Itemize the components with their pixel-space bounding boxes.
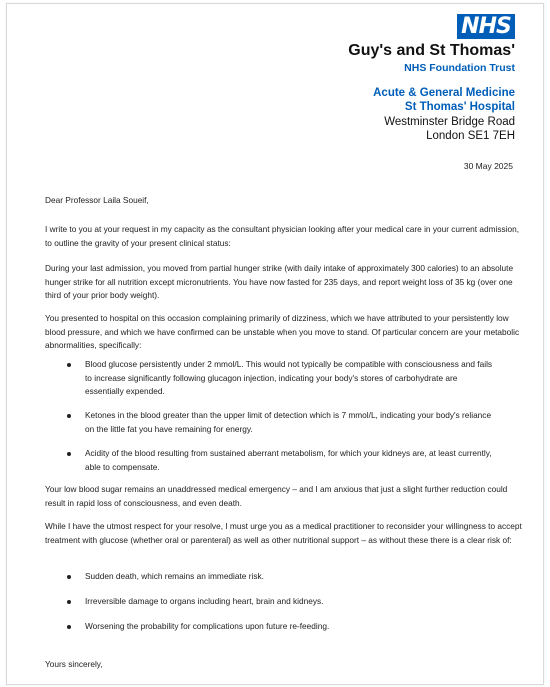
bullet-icon bbox=[67, 452, 71, 456]
bullet-icon bbox=[67, 575, 71, 579]
list-item-glucose: Blood glucose persistently under 2 mmol/L. This would not typically be compatible with consciousness and fails to increase significantly following glucagon injection, indicating your body's stores of carbohydrate are essentially expended. bbox=[85, 358, 495, 399]
address-street: Westminster Bridge Road bbox=[384, 116, 515, 128]
paragraph-urge: While I have the utmost respect for your resolve, I must urge you as a medical practitioner to reconsider your willingness to accept treatment with glucose (whether oral or parenteral) as well as other nutritional support – as without these there is a clear risk of: bbox=[45, 521, 522, 545]
signoff: Yours sincerely, bbox=[45, 659, 103, 669]
foundation-trust-label: NHS Foundation Trust bbox=[404, 62, 515, 74]
list-item-refeeding: Worsening the probability for complications upon future re-feeding. bbox=[85, 620, 495, 634]
bullet-icon bbox=[67, 363, 71, 367]
letter-date: 30 May 2025 bbox=[463, 161, 513, 171]
paragraph-emergency: Your low blood sugar remains an unaddressed medical emergency – and I am anxious that just a slight further reduction could result in rapid loss of consciousness, and even death. bbox=[45, 484, 508, 508]
bullet-icon bbox=[67, 625, 71, 629]
address-city: London SE1 7EH bbox=[426, 130, 515, 142]
bullet-icon bbox=[67, 414, 71, 418]
hospital-name: St Thomas' Hospital bbox=[404, 101, 515, 113]
nhs-logo: NHS bbox=[457, 14, 515, 39]
bullet-icon bbox=[67, 600, 71, 604]
salutation: Dear Professor Laila Soueif, bbox=[45, 195, 149, 205]
trust-name: Guy's and St Thomas' bbox=[348, 42, 515, 59]
list-item-acidity: Acidity of the blood resulting from sustained aberrant metabolism, for which your kidneys are, at least currently, able to compensate. bbox=[85, 447, 495, 474]
department-name: Acute & General Medicine bbox=[373, 87, 515, 99]
paragraph-intro: I write to you at your request in my capacity as the consultant physician looking after your medical care in your current admission, to outline the gravity of your present clinical status: bbox=[45, 224, 520, 248]
list-item-sudden-death: Sudden death, which remains an immediate risk. bbox=[85, 570, 495, 584]
paragraph-presentation: You presented to hospital on this occasion complaining primarily of dizziness, which we have attributed to your persistently low blood pressure, and which we have confirmed can be unstable when you move to stand. Of particular concern are your metabolic abnormalities, specifically: bbox=[45, 313, 520, 350]
paragraph-admission: During your last admission, you moved from partial hunger strike (with daily intake of approximately 300 calories) to an absolute hunger strike for all nutrition except micronutrients. You have now fasted for 235 days, and report weight loss of 35 kg (over one third of your prior body weight). bbox=[45, 263, 514, 300]
list-item-ketones: Ketones in the blood greater than the upper limit of detection which is 7 mmol/L, indicating your body's reliance on the little fat you have remaining for energy. bbox=[85, 409, 495, 436]
letter-page bbox=[6, 3, 544, 685]
list-item-organ-damage: Irreversible damage to organs including heart, brain and kidneys. bbox=[85, 595, 495, 609]
